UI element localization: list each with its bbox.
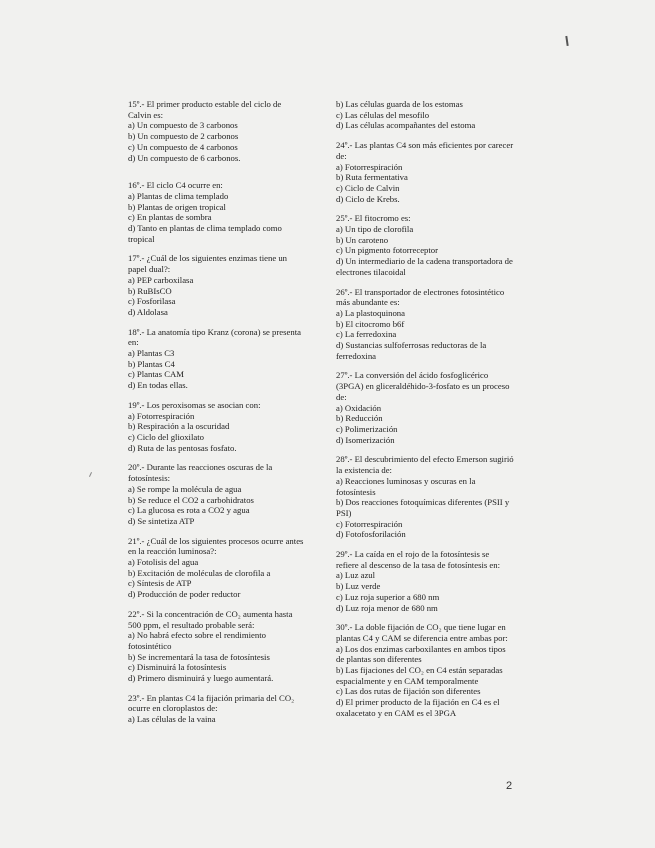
- answer-option: b) El citocromo b6f: [336, 318, 405, 329]
- answer-option: c) La glucosa es rota a CO2 y agua: [128, 505, 250, 516]
- question-30: [336, 622, 514, 718]
- answer-option: a) Las células de la vaina: [128, 714, 216, 725]
- question-15: [128, 99, 306, 163]
- answer-option: c) Fosforilasa: [128, 296, 176, 307]
- answer-option: b) Se reduce el CO2 a carbohidratos: [128, 494, 254, 505]
- answer-option: c) Síntesis de ATP: [128, 578, 192, 589]
- answer-option: c) Ciclo de Calvin: [336, 182, 400, 193]
- scan-mark: [89, 472, 92, 477]
- question-19: [128, 400, 306, 454]
- question-18: [128, 327, 306, 391]
- answer-option: a) Plantas C3: [128, 348, 175, 359]
- question-stem: 25º.- El fitocromo es:: [336, 213, 411, 224]
- answer-option: b) Respiración a la oscuridad: [128, 421, 230, 432]
- question-stem: 18º.- La anatomía tipo Kranz (corona) se presenta en:: [128, 326, 301, 348]
- answer-option: b) Plantas C4: [128, 358, 175, 369]
- answer-option: c) Fotorrespiración: [336, 518, 403, 529]
- answer-option: d) Isomerización: [336, 434, 395, 445]
- answer-option: b) Las células guarda de los estomas: [336, 99, 463, 109]
- answer-option: a) La plastoquinona: [336, 307, 405, 318]
- question-25: [336, 213, 514, 277]
- question-stem: 29º.- La caída en el rojo de la fotosíntesis se refiere al descenso de la tasa de fotosíntesis en:: [336, 549, 501, 570]
- question-26: [336, 287, 514, 362]
- answer-option: d) Las células acompañantes del estoma: [336, 120, 476, 131]
- answer-option: b) Las fijaciones del CO₂ en C4 están separadas espacialmente y en CAM temporalmente: [336, 665, 503, 686]
- answer-option: d) Producción de poder reductor: [128, 589, 241, 600]
- answer-option: a) Plantas de clima templado: [128, 190, 229, 201]
- answer-option: c) Las dos rutas de fijación son diferentes: [336, 686, 481, 697]
- question-stem: 15º.- El primer producto estable del ciclo de Calvin es:: [128, 99, 282, 120]
- question-27: [336, 370, 514, 445]
- answer-option: a) Oxidación: [336, 402, 382, 413]
- answer-option: c) Luz roja superior a 680 nm: [336, 591, 440, 602]
- question-stem: 16º.- El ciclo C4 ocurre en:: [128, 180, 223, 191]
- right-column: [336, 99, 514, 728]
- question-stem: 23º.- En plantas C4 la fijación primaria del CO₂ ocurre en cloroplastos de:: [128, 692, 295, 714]
- answer-option: c) La ferredoxina: [336, 329, 397, 340]
- answer-option: a) Fotorrespiración: [336, 161, 403, 172]
- question-stem: 30º.- La doble fijación de CO₂ que tiene lugar en plantas C4 y CAM se diferencia entre ambas por:: [336, 622, 508, 643]
- answer-option: d) Un compuesto de 6 carbonos.: [128, 152, 241, 163]
- answer-option: d) Primero disminuirá y luego aumentará.: [128, 673, 274, 684]
- question-22: [128, 609, 306, 684]
- question-stem: 27º.- La conversión del ácido fosfoglicérico (3PGA) en gliceraldéhido-3-fosfato es un proceso de:: [336, 370, 510, 402]
- answer-option: a) Fotorrespiración: [128, 410, 195, 421]
- answer-option: c) Ciclo del glioxilato: [128, 431, 204, 442]
- answer-option: b) Ruta fermentativa: [336, 172, 408, 183]
- answer-option: a) Fotolisis del agua: [128, 557, 199, 568]
- question-stem: 24º.- Las plantas C4 son más eficientes por carecer de:: [336, 140, 514, 161]
- answer-option: c) Un pigmento fotorreceptor: [336, 245, 439, 256]
- scan-mark: [565, 36, 568, 46]
- left-column: [128, 99, 306, 734]
- answer-option: c) En plantas de sombra: [128, 212, 212, 223]
- question-29: [336, 549, 514, 613]
- answer-option: b) Luz verde: [336, 581, 381, 592]
- answer-option: d) El primer producto de la fijación en C4 es el oxalacetato y en CAM es el 3PGA: [336, 697, 500, 718]
- question-21: [128, 536, 306, 600]
- answer-option: b) Excitación de moléculas de clorofila a: [128, 567, 271, 578]
- answer-option: d) Ruta de las pentosas fosfato.: [128, 442, 237, 453]
- answer-option: c) Polimerización: [336, 423, 398, 434]
- question-stem: 21º.- ¿Cuál de los siguientes procesos ocurre antes en la reacción luminosa?:: [128, 535, 304, 557]
- answer-option: d) Se sintetiza ATP: [128, 515, 195, 526]
- answer-option: d) Ciclo de Krebs.: [336, 193, 400, 204]
- answer-option: b) Un caroteno: [336, 234, 389, 245]
- answer-option: b) Plantas de origen tropical: [128, 201, 226, 212]
- answer-option: b) Un compuesto de 2 carbonos: [128, 131, 239, 142]
- question-stem: 22º.- Si la concentración de CO₂ aumenta hasta 500 ppm, el resultado probable será:: [128, 608, 293, 630]
- answer-option: c) Plantas CAM: [128, 369, 184, 380]
- answer-option: d) Un intermediario de la cadena transportadora de electrones tilacoidal: [336, 256, 513, 277]
- answer-option: a) Los dos enzimas carboxilantes en ambos tipos de plantas son diferentes: [336, 643, 506, 665]
- answer-option: d) Tanto en plantas de clima templado como tropical: [128, 223, 282, 244]
- answer-option: a) Reacciones luminosas y oscuras en la fotosíntesis: [336, 475, 476, 497]
- question-stem: 26º.- El transportador de electrones fotosintético más abundante es:: [336, 286, 505, 308]
- page-number: 2: [506, 780, 513, 792]
- answer-option: c) Las células del mesofilo: [336, 109, 430, 120]
- answer-option: d) Luz roja menor de 680 nm: [336, 602, 438, 613]
- answer-option: b) Dos reacciones fotoquímicas diferentes (PSII y PSI): [336, 497, 510, 518]
- question-24: [336, 140, 514, 204]
- answer-option: b) RuBIsCO: [128, 285, 172, 296]
- answer-option: b) Se incrementará la tasa de fotosíntesis: [128, 651, 270, 662]
- answer-option: d) Sustancias sulfoferrosas reductoras de la ferredoxina: [336, 340, 487, 361]
- question-stem: 19º.- Los peroxisomas se asocian con:: [128, 399, 261, 410]
- question-stem: 28º.- El descubrimiento del efecto Emerson sugirió la existencia de:: [336, 454, 514, 476]
- question-stem: 17º.- ¿Cuál de los siguientes enzimas tiene un papel dual?:: [128, 253, 288, 275]
- question-28: [336, 454, 514, 540]
- question-17: [128, 253, 306, 317]
- answer-option: a) Un tipo de clorofila: [336, 224, 414, 235]
- answer-option: c) Disminuirá la fotosíntesis: [128, 662, 227, 673]
- question-16: [128, 180, 306, 244]
- answer-option: a) Se rompe la molécula de agua: [128, 483, 242, 494]
- answer-option: a) Un compuesto de 3 carbonos: [128, 120, 238, 131]
- answer-option: c) Un compuesto de 4 carbonos: [128, 141, 238, 152]
- answer-option: d) En todas ellas.: [128, 380, 188, 391]
- answer-option: a) PEP carboxilasa: [128, 274, 194, 285]
- answer-option: b) Reducción: [336, 413, 383, 424]
- question-23-continued: [336, 99, 514, 131]
- question-20: [128, 462, 306, 526]
- question-23: [128, 693, 306, 725]
- answer-option: a) Luz azul: [336, 570, 376, 581]
- answer-option: d) Fotofosforilación: [336, 529, 406, 540]
- answer-option: a) No habrá efecto sobre el rendimiento fotosintético: [128, 630, 266, 651]
- question-stem: 20º.- Durante las reacciones oscuras de la fotosíntesis:: [128, 462, 273, 484]
- answer-option: d) Aldolasa: [128, 306, 168, 317]
